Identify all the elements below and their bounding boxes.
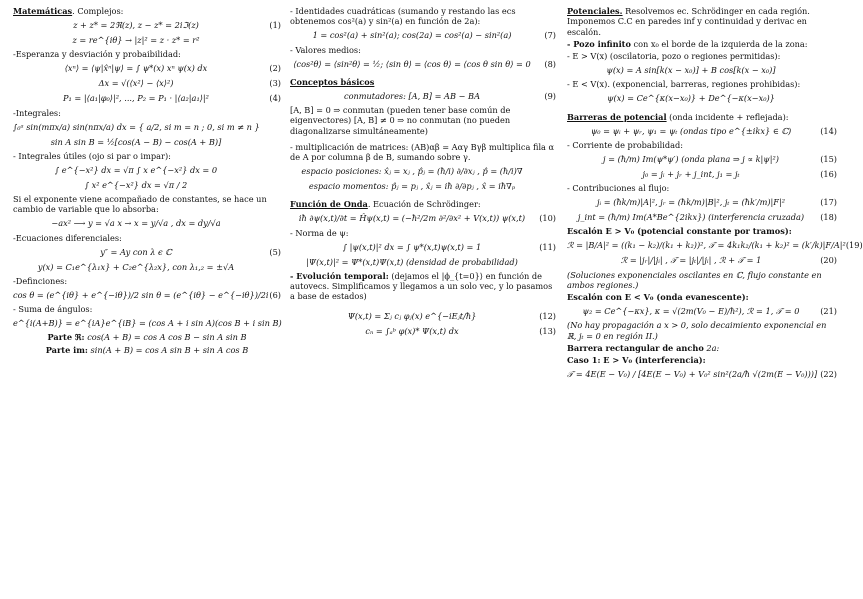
section-title-funcion-onda: Función de Onda bbox=[290, 199, 368, 210]
eq-group-identidades bbox=[290, 30, 556, 42]
equation-formula: z + z* = 2ℜ(z), z − z* = 2iℑ(z) bbox=[73, 20, 199, 31]
eq-group-definiciones bbox=[13, 289, 281, 301]
equation-formula: ψ(x) = Ce^{κ(x−x₀)} + De^{−κ(x−x₀)} bbox=[607, 93, 775, 104]
pozo-text: con x₀ el borde de la izquierda de la zona: bbox=[630, 38, 808, 49]
heading-norma: - Norma de ψ: bbox=[290, 227, 349, 238]
equation-number: (2) bbox=[269, 63, 281, 74]
matematicas-heading bbox=[13, 6, 281, 16]
equation-number: (7) bbox=[544, 30, 556, 41]
section-title-conceptos: Conceptos básicos bbox=[290, 76, 375, 87]
equation-formula: −ax² ⟶ y = √a x → x = y/√a , dx = dy/√a bbox=[51, 218, 221, 229]
evolucion-text: (dejamos el |ϕ_{t=0}⟩ en función de autovecs. Simplificamos y llegamos a un solo vec, y lo pasamos a base de estados) bbox=[290, 270, 553, 302]
equation-number: (16) bbox=[820, 168, 837, 179]
equation-formula: Δx = √(⟨x²⟩ − ⟨x⟩²) bbox=[98, 78, 174, 89]
paragraph-identidades: - Identidades cuadráticas (sumando y restando las ecs obtenemos cos²(a) y sin²(a) en función de 2a): bbox=[290, 6, 516, 27]
eq-group-suma bbox=[13, 317, 281, 329]
equation bbox=[290, 326, 556, 338]
equation-number: (15) bbox=[820, 153, 837, 164]
equation-formula: ⟨cos²θ⟩ = ⟨sin²θ⟩ = ½; ⟨sin θ⟩ = ⟨cos θ⟩ = ⟨cos θ sin θ⟩ = 0 bbox=[293, 58, 531, 69]
equation bbox=[290, 241, 556, 253]
equation-number: (1) bbox=[269, 20, 281, 31]
equation-formula: ψ₂ = Ce^{−κx}, κ = √(2m(V₀ − E)/ħ²), ℛ = 1, 𝒯 = 0 bbox=[582, 306, 800, 317]
equation-formula: espacio posiciones: x̂ⱼ = xⱼ , p̂ⱼ = (ħ/i) ∂/∂xⱼ , p̂ = (ħ/i)∇ bbox=[301, 166, 523, 177]
equation-formula: jᵢ = (ħk/m)|A|², jᵣ = (ħk/m)|B|², jₜ = (ħk′/m)|F|² bbox=[596, 197, 786, 208]
equation bbox=[13, 246, 281, 258]
equation-formula: ∫₀ᵃ sin(mπx/a) sin(nπx/a) dx = { a/2, si m = n ; 0, si m ≠ n } bbox=[13, 121, 260, 132]
heading-integrales-utiles: - Integrales útiles (ojo si par o impar): bbox=[13, 150, 171, 161]
eq-group-ecuaciones bbox=[13, 246, 281, 273]
equation-formula: P₁ = |⟨a₁|φ₀⟩|², ..., P₂ = P₁ · |⟨a₂|a₁⟩|² bbox=[63, 93, 209, 104]
equation bbox=[13, 261, 281, 273]
paragraph-conmutan: [A, B] = 0 ⇒ conmutan (pueden tener base común de eigenvectores) [A, B] ≠ 0 ⇒ no conmutan (no pueden diagonalizarse simultáneamente) bbox=[290, 105, 511, 136]
equation bbox=[13, 78, 281, 90]
eq-group-escalon-2 bbox=[567, 305, 837, 317]
equation bbox=[567, 240, 863, 252]
equation bbox=[13, 136, 281, 148]
equation-formula: conmutadores: [A, B] = AB − BA bbox=[343, 90, 480, 101]
equation-formula: ∫ |ψ(x,t)|² dx = ∫ ψ*(x,t)ψ(x,t) = 1 bbox=[342, 241, 482, 252]
eq-group-norma bbox=[290, 241, 556, 268]
equation bbox=[13, 317, 281, 329]
potenciales-heading bbox=[567, 6, 837, 37]
eq-group-transmision bbox=[567, 368, 837, 380]
equation bbox=[567, 196, 837, 208]
equation-number: (11) bbox=[539, 241, 556, 252]
equation-number: (19) bbox=[845, 240, 863, 251]
heading-esperanza: -Esperanza y desviación y probaibilidad: bbox=[13, 49, 181, 60]
parte-real-label: Parte ℜ: bbox=[47, 332, 85, 343]
equation-number: (8) bbox=[544, 58, 556, 69]
equation bbox=[567, 211, 837, 223]
equation bbox=[13, 289, 281, 301]
paragraph-evolucion bbox=[290, 271, 556, 302]
equation bbox=[13, 19, 281, 31]
section-title-barreras: Barreras de potencial bbox=[567, 111, 667, 122]
equation-formula: ψ₀ = ψᵢ + ψᵣ, ψ₁ = ψₜ (ondas tipo e^{±ikx} ∈ ℂ) bbox=[590, 125, 792, 136]
equation-formula: ∫ e^{−x²} dx = √π ∫ x e^{−x²} dx = 0 bbox=[54, 164, 218, 175]
parte-imaginaria-label: Parte im: bbox=[45, 344, 88, 355]
conceptos-heading bbox=[290, 77, 556, 87]
heading-escalon-2: Escalón con E < V₀ (onda evanescente): bbox=[567, 292, 749, 302]
barreras-heading bbox=[567, 112, 837, 122]
column-3 bbox=[567, 6, 863, 383]
funcion-onda-heading bbox=[290, 199, 556, 209]
equation bbox=[567, 153, 837, 165]
eq-group-complejos bbox=[13, 19, 281, 46]
heading-escalon-1: Escalón E > V₀ (potencial constante por tramos): bbox=[567, 226, 792, 237]
paragraph-matrices: - multiplicación de matrices: (AB)αβ = Aαγ Bγβ multiplica fila α de A por columna β de B, sumando sobre γ. bbox=[290, 141, 555, 162]
barrera-rectangular-heading bbox=[567, 343, 837, 353]
equation bbox=[567, 64, 837, 76]
equation bbox=[13, 218, 281, 230]
equation-formula: j_int = (ħ/m) Im(A*Be^{2ikx}) (interferencia cruzada) bbox=[577, 212, 805, 223]
eq-group-integrales bbox=[13, 121, 281, 148]
eq-group-medios bbox=[290, 58, 556, 70]
equation-formula: 1 = cos²(a) + sin²(a); cos(2a) = cos²(a) − sin²(a) bbox=[312, 30, 512, 41]
heading-corriente: - Corriente de probabilidad: bbox=[567, 139, 683, 150]
equation-number: (12) bbox=[539, 311, 556, 322]
equation-formula: z = re^{iθ} → |z|² = z · z* = r² bbox=[72, 35, 200, 46]
equation-number: (10) bbox=[539, 213, 556, 224]
equation bbox=[13, 93, 281, 105]
heading-definiciones: -Definciones: bbox=[13, 275, 68, 286]
eq-group-esperanza bbox=[13, 63, 281, 105]
equation-number: (13) bbox=[539, 326, 556, 337]
section-title-potenciales: Potenciales. bbox=[567, 6, 623, 16]
equation-formula: |Ψ(x,t)|² = Ψ*(x,t)Ψ(x,t) (densidad de probabilidad) bbox=[306, 256, 518, 267]
eq-group-escalon-1 bbox=[567, 240, 863, 267]
equation-formula: y″ = Ay con λ ϵ ℂ bbox=[100, 246, 172, 257]
eq-group-exponencial bbox=[567, 93, 837, 105]
equation-number: (18) bbox=[820, 212, 837, 223]
eq-group-oscilatoria bbox=[567, 64, 837, 76]
barreras-intro: (onda incidente + reflejada): bbox=[666, 111, 789, 122]
equation bbox=[290, 213, 556, 225]
parte-real-formula: cos(A + B) = cos A cos B − sin A sin B bbox=[87, 332, 247, 343]
equation-formula: ℛ = |B/A|² = ((k₁ − k₂)/(k₁ + k₂))², 𝒯 = 4k₁k₂/(k₁ + k₂)² = (k′/k)|F/A|² bbox=[567, 240, 846, 251]
heading-contribuciones: - Contribuciones al flujo: bbox=[567, 183, 670, 193]
equation-number: (3) bbox=[269, 78, 281, 89]
equation-formula: y(x) = C₁e^{λ₁x} + C₂e^{λ₂x}, con λ₁,₂ = ±√A bbox=[37, 261, 235, 272]
equation-formula: j₀ = jᵢ + jᵣ + j_int, j₁ = jₜ bbox=[642, 168, 740, 179]
paragraph-pozo bbox=[567, 39, 837, 49]
equation-formula: ψ(x) = A sin[k(x − x₀)] + B cos[k(x − x₀)] bbox=[606, 65, 776, 76]
equation-formula: espacio momentos: p̂ⱼ = pⱼ , x̂ⱼ = iħ ∂/∂pⱼ , x̂ = iħ∇ₚ bbox=[308, 181, 516, 192]
potenciales-text: Resolvemos ec. Schrödinger en cada región. Imponemos C.C en paredes inf y continuidad y derivac en escalón. bbox=[567, 6, 810, 37]
pozo-label: - Pozo infinito bbox=[567, 38, 631, 49]
equation-formula: 𝒯 = 4E(E − V₀) / [4E(E − V₀) + V₀² sin²(2a/ħ √(2m(E − V₀)))] bbox=[567, 369, 818, 380]
equation bbox=[13, 121, 281, 133]
equation bbox=[13, 179, 281, 191]
paragraph-propagacion: (No hay propagación a x > 0, solo decaimiento exponencial en ℝ, jₜ = 0 en región II.) bbox=[567, 320, 827, 341]
heading-suma-angulos: - Suma de ángulos: bbox=[13, 304, 93, 314]
equation-formula: ⟨xⁿ⟩ = ⟨ψ|x̂ⁿ|ψ⟩ = ∫ ψ*(x) xⁿ ψ(x) dx bbox=[64, 63, 208, 74]
equation bbox=[290, 180, 556, 192]
eq-group-ondas bbox=[567, 125, 837, 137]
equation-formula: e^{i(A+B)} = e^{iA}e^{iB} = (cos A + i sin A)(cos B + i sin B) bbox=[13, 318, 282, 329]
equation bbox=[567, 368, 837, 380]
equation bbox=[290, 30, 556, 42]
equation-number: (14) bbox=[820, 125, 837, 136]
equation-number: (9) bbox=[544, 90, 556, 101]
equation bbox=[567, 93, 837, 105]
equation bbox=[567, 168, 837, 180]
equation-number: (5) bbox=[269, 246, 281, 257]
eq-group-cambio-variable bbox=[13, 218, 281, 230]
column-2 bbox=[290, 6, 556, 341]
eq-group-conmutadores bbox=[290, 90, 556, 102]
heading-e-mayor-v: - E > V(x) (oscilatoria, pozo o regiones permitidas): bbox=[567, 51, 781, 61]
equation-formula: iħ ∂ψ(x,t)/∂t = Ĥψ(x,t) = (−ħ²/2m ∂²/∂x² + V(x,t)) ψ(x,t) bbox=[298, 213, 526, 224]
eq-group-evolucion bbox=[290, 311, 556, 338]
equation-formula: ℛ = |jᵣ|/|jᵢ| , 𝒯 = |jₜ|/|jᵢ| , ℛ + 𝒯 = 1 bbox=[620, 255, 762, 266]
equation-number: (17) bbox=[820, 197, 837, 208]
heading-e-menor-v: - E < V(x). (exponencial, barreras, regiones prohibidas): bbox=[567, 79, 801, 90]
heading-caso-1: Caso 1: E > V₀ (interferencia): bbox=[567, 355, 706, 365]
heading-ecuaciones-diferenciales: -Ecuaciones diferenciales: bbox=[13, 232, 122, 243]
equation bbox=[290, 90, 556, 102]
eq-group-schrodinger bbox=[290, 213, 556, 225]
equation bbox=[567, 255, 837, 267]
equation-number: (20) bbox=[820, 255, 837, 266]
equation-formula: cos θ = (e^{iθ} + e^{−iθ})/2 sin θ = (e^{iθ} − e^{−iθ})/2i bbox=[13, 289, 269, 300]
eq-group-espacios bbox=[290, 165, 556, 192]
equation bbox=[13, 34, 281, 46]
barrera-width: 2a: bbox=[703, 342, 720, 353]
equation bbox=[290, 58, 556, 70]
equation bbox=[290, 311, 556, 323]
equation-number: (6) bbox=[269, 289, 281, 300]
parte-imaginaria bbox=[13, 345, 281, 355]
parte-imaginaria-formula: sin(A + B) = cos A sin B + sin A cos B bbox=[90, 344, 249, 355]
equation-formula: Ψ(x,t) = Σⱼ cⱼ φⱼ(x) e^{−iEⱼt/ħ} bbox=[347, 311, 477, 322]
equation-formula: j = (ħ/m) Im(ψ*ψ′) (onda plana ⇒ j ∝ k|ψ|²) bbox=[603, 153, 779, 164]
equation-number: (4) bbox=[269, 93, 281, 104]
paragraph-exponente: Si el exponente viene acompañado de constantes, se hace un cambio de variable que lo absorba: bbox=[13, 194, 267, 215]
equation-number: (21) bbox=[820, 306, 837, 317]
heading-valores-medios: - Valores medios: bbox=[290, 44, 361, 55]
paragraph-soluciones: (Soluciones exponenciales oscilantes en ℂ, flujo constante en ambos regiones.) bbox=[567, 269, 822, 290]
matematicas-intro: . Complejos: bbox=[72, 6, 124, 16]
parte-real bbox=[13, 332, 281, 342]
equation bbox=[290, 256, 556, 268]
eq-group-integrales-utiles bbox=[13, 164, 281, 191]
equation-number: (22) bbox=[820, 369, 837, 380]
equation bbox=[567, 125, 837, 137]
section-title-matematicas: Matemáticas bbox=[13, 6, 73, 16]
eq-group-corriente bbox=[567, 153, 837, 180]
equation-formula: sin A sin B = ½[cos(A − B) − cos(A + B)] bbox=[50, 136, 222, 147]
evolucion-label: - Evolución temporal: bbox=[290, 270, 389, 281]
column-1 bbox=[13, 6, 281, 357]
equation bbox=[567, 305, 837, 317]
equation bbox=[13, 63, 281, 75]
funcion-onda-intro: . Ecuación de Schrödinger: bbox=[367, 199, 481, 210]
equation bbox=[13, 164, 281, 176]
heading-integrales: -Integrales: bbox=[13, 107, 61, 118]
equation bbox=[290, 165, 556, 177]
equation-formula: cₙ = ∫ₐᵇ φ(x)* Ψ(x,t) dx bbox=[365, 326, 459, 337]
equation-formula: ∫ x² e^{−x²} dx = √π / 2 bbox=[84, 179, 188, 190]
eq-group-contribuciones bbox=[567, 196, 837, 223]
barrera-label: Barrera rectangular de ancho bbox=[567, 342, 704, 353]
